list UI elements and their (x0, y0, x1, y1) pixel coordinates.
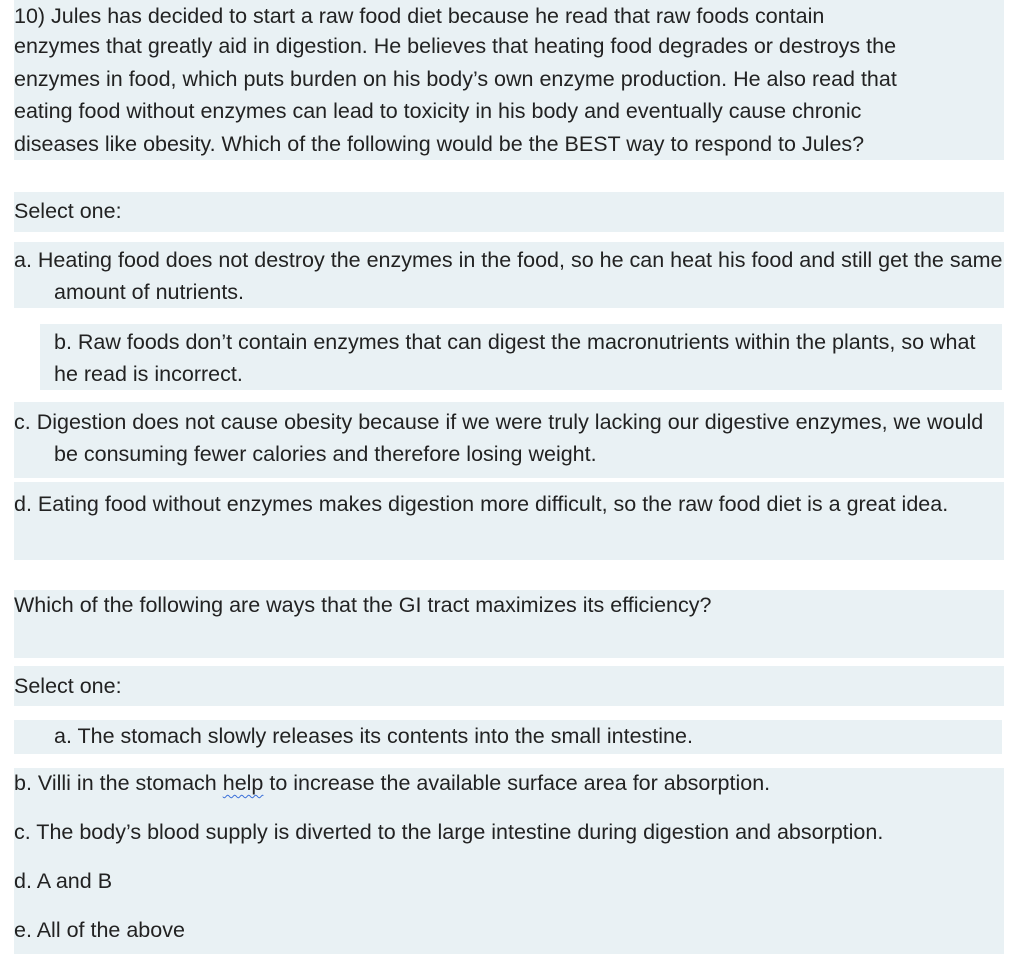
question-1-prompt-line-1: 10) Jules has decided to start a raw food diet because he read that raw foods contain (14, 4, 825, 28)
spellcheck-flagged-word[interactable]: help (222, 771, 264, 795)
question-1-select-block (14, 192, 1004, 232)
question-1-option-c[interactable]: c. Digestion does not cause obesity because if we were truly lacking our digestive enzymes, we would be consuming fewer calories and therefore losing weight. (14, 410, 984, 466)
question-1-select-label: Select one: (14, 199, 122, 223)
question-1-prompt-line-4: eating food without enzymes can lead to toxicity in his body and eventually cause chronic (14, 99, 862, 123)
question-2-option-e[interactable]: e. All of the above (14, 918, 185, 942)
question-2-option-b[interactable] (14, 767, 770, 799)
question-1-option-a[interactable]: a. Heating food does not destroy the enzymes in the food, so he can heat his food and still get the same amount of nutrients. (14, 248, 1003, 304)
question-1-prompt-line-3: enzymes in food, which puts burden on his body’s own enzyme production. He also read that (14, 67, 897, 91)
question-2-option-c[interactable]: c. The body’s blood supply is diverted to the large intestine during digestion and absorption. (14, 820, 884, 844)
question-2-option-a[interactable]: a. The stomach slowly releases its contents into the small intestine. (54, 724, 693, 748)
question-2-option-d[interactable]: d. A and B (14, 869, 113, 893)
question-1-prompt-line-2: enzymes that greatly aid in digestion. He believes that heating food degrades or destroys the (14, 34, 897, 58)
question-1-prompt-line-5: diseases like obesity. Which of the following would be the BEST way to respond to Jules? (14, 132, 865, 156)
question-2-prompt: Which of the following are ways that the GI tract maximizes its efficiency? (14, 593, 712, 617)
question-1-option-b[interactable]: b. Raw foods don’t contain enzymes that can digest the macronutrients within the plants, so what he read is incorrect. (54, 330, 976, 386)
question-2-option-b-text-end: to increase the available surface area for absorption. (263, 771, 771, 795)
question-2-select-block (14, 666, 1004, 706)
question-2-option-b-text-start: b. Villi in the stomach (14, 771, 223, 795)
question-1-option-d[interactable]: d. Eating food without enzymes makes digestion more difficult, so the raw food diet is a great idea. (14, 492, 949, 516)
question-2-select-label: Select one: (14, 674, 122, 698)
